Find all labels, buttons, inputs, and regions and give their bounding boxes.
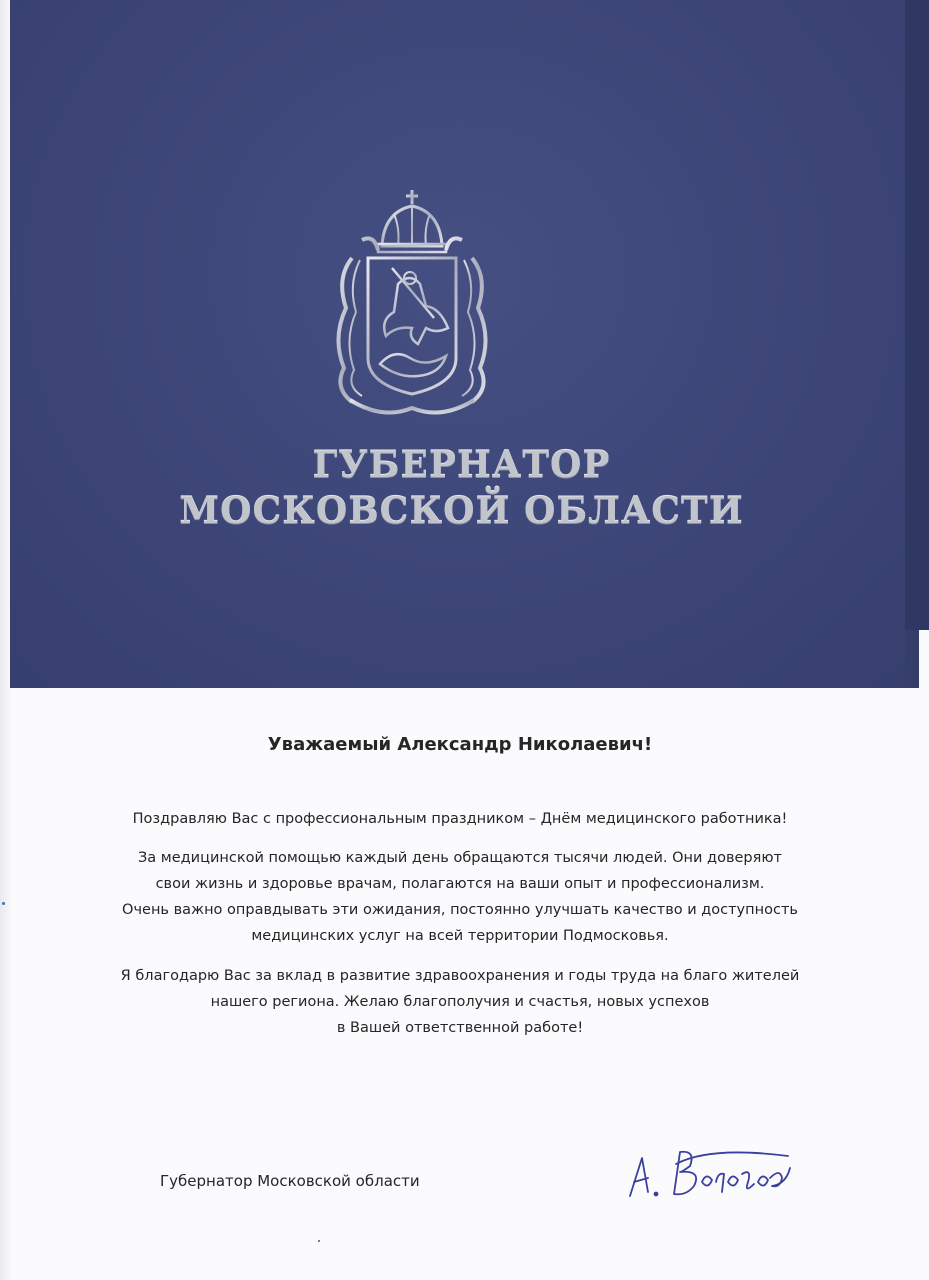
signature-caption: Губернатор Московской области [160, 1172, 420, 1190]
handwritten-signature [620, 1138, 795, 1208]
cover-title-line2: МОСКОВСКОЙ ОБЛАСТИ [179, 490, 744, 532]
paragraph-line: Я благодарю Вас за вклад в развитие здравоохранения и годы труда на благо жителей [120, 968, 800, 984]
scan-speck [318, 1240, 320, 1242]
folder-cover-flap-lower [905, 630, 919, 688]
letter-paragraph-1 [20, 806, 900, 832]
paragraph-line: нашего региона. Желаю благополучия и счастья, новых успехов [210, 994, 710, 1010]
scan-speck [2, 902, 5, 905]
paragraph-line: медицинских услуг на всей территории Подмосковья. [251, 928, 669, 944]
paragraph-line: свои жизнь и здоровье врачам, полагаются на ваши опыт и профессионализм. [155, 876, 765, 892]
paragraph-line: в Вашей ответственной работе! [336, 1020, 584, 1036]
letter-paragraph-2 [20, 845, 900, 949]
letter-greeting: Уважаемый Александр Николаевич! [267, 734, 653, 755]
moscow-oblast-coat-of-arms-icon [322, 188, 502, 420]
paragraph-line: Поздравляю Вас с профессиональным праздником – Днём медицинского работника! [132, 811, 788, 827]
letter-paragraph-3 [20, 963, 900, 1041]
cover-title-line1: ГУБЕРНАТОР [312, 444, 611, 486]
folder-cover-flap [905, 0, 929, 630]
paragraph-line: За медицинской помощью каждый день обращаются тысячи людей. Они доверяют [137, 850, 782, 866]
paragraph-line: Очень важно оправдывать эти ожидания, постоянно улучшать качество и доступность [122, 902, 798, 918]
